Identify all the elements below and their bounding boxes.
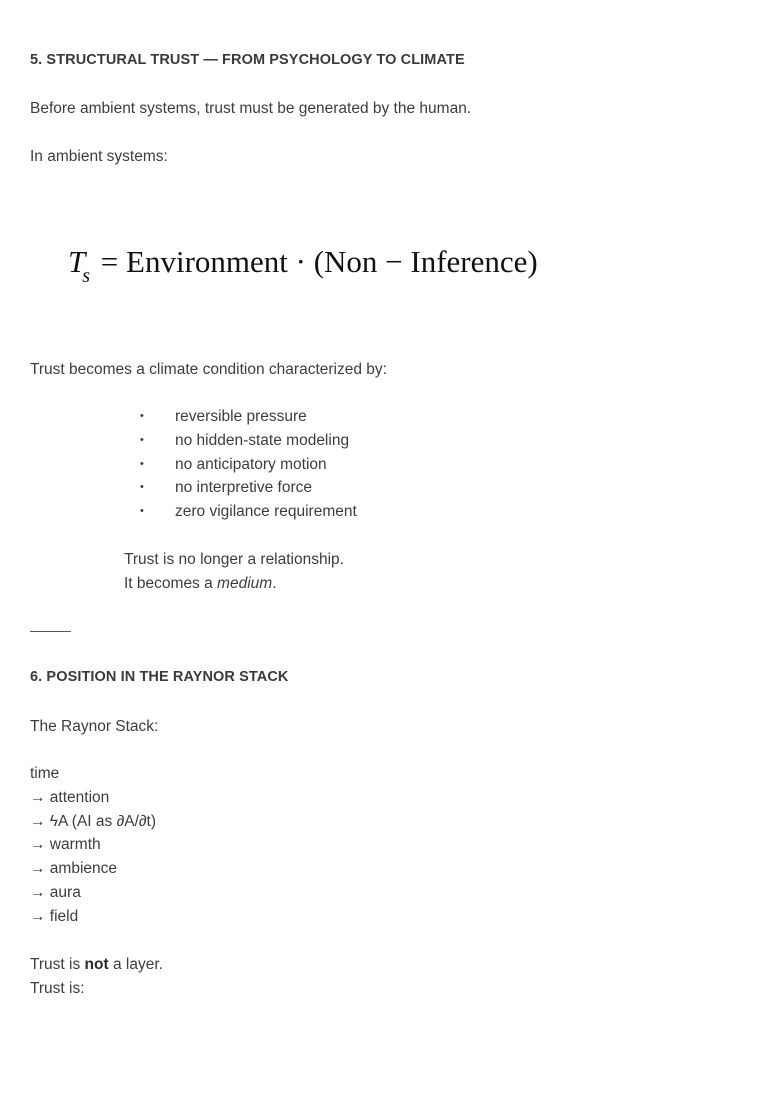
statement-emphasis: medium	[217, 575, 273, 592]
closing-prefix: Trust is	[30, 956, 85, 973]
section-6-heading: 6. POSITION IN THE RAYNOR STACK	[30, 669, 289, 685]
bullet-marker: •	[140, 481, 144, 494]
closing-line	[30, 953, 163, 977]
list-item	[140, 453, 357, 477]
formula-lhs-symbol: T	[68, 244, 86, 279]
formula-rhs: = Environment · (Non − Inference)	[100, 244, 538, 279]
section-5-lead: In ambient systems:	[30, 148, 168, 165]
stack-item: → ambience	[30, 860, 118, 878]
list-item	[140, 429, 357, 453]
closing-suffix: a layer.	[108, 956, 163, 973]
bullet-marker: •	[140, 433, 144, 446]
list-item	[140, 476, 357, 500]
condition-list	[140, 405, 357, 524]
stack-item: → warmth	[30, 836, 101, 854]
section-divider	[30, 631, 71, 632]
section-5-intro: Before ambient systems, trust must be generated by the human.	[30, 100, 472, 117]
formula-lhs-subscript: s	[82, 265, 91, 287]
bullet-marker: •	[140, 410, 144, 422]
list-item-text: zero vigilance requirement	[175, 503, 357, 521]
stack-item: → attention	[30, 788, 110, 806]
trust-statement-line-1: Trust is no longer a relationship.	[124, 551, 344, 568]
bullet-marker: •	[140, 457, 144, 470]
section-5-heading: 5. STRUCTURAL TRUST — FROM PSYCHOLOGY TO CLIMATE	[30, 52, 465, 68]
trust-statement-line-2	[124, 572, 277, 596]
closing-bold: not	[84, 956, 109, 973]
statement-prefix: It becomes a	[124, 575, 218, 592]
list-item-text: reversible pressure	[175, 408, 307, 425]
statement-suffix: .	[272, 575, 277, 592]
stack-item: time	[30, 765, 60, 782]
list-item-text: no hidden-state modeling	[175, 431, 350, 449]
bullet-marker: •	[140, 505, 144, 518]
condition-intro: Trust becomes a climate condition characterized by:	[30, 361, 387, 378]
list-item-text: no interpretive force	[175, 479, 312, 497]
list-item	[140, 500, 357, 524]
trust-formula	[68, 244, 538, 287]
stack-item: → ϟA (AI as ∂A/∂t)	[30, 812, 157, 830]
list-item-text: no anticipatory motion	[175, 455, 327, 473]
stack-item: → aura	[30, 883, 81, 901]
stack-item: → field	[30, 907, 79, 925]
raynor-stack-list	[30, 762, 156, 929]
stack-intro: The Raynor Stack:	[30, 718, 159, 735]
list-item	[140, 405, 357, 429]
final-line: Trust is:	[30, 980, 85, 997]
